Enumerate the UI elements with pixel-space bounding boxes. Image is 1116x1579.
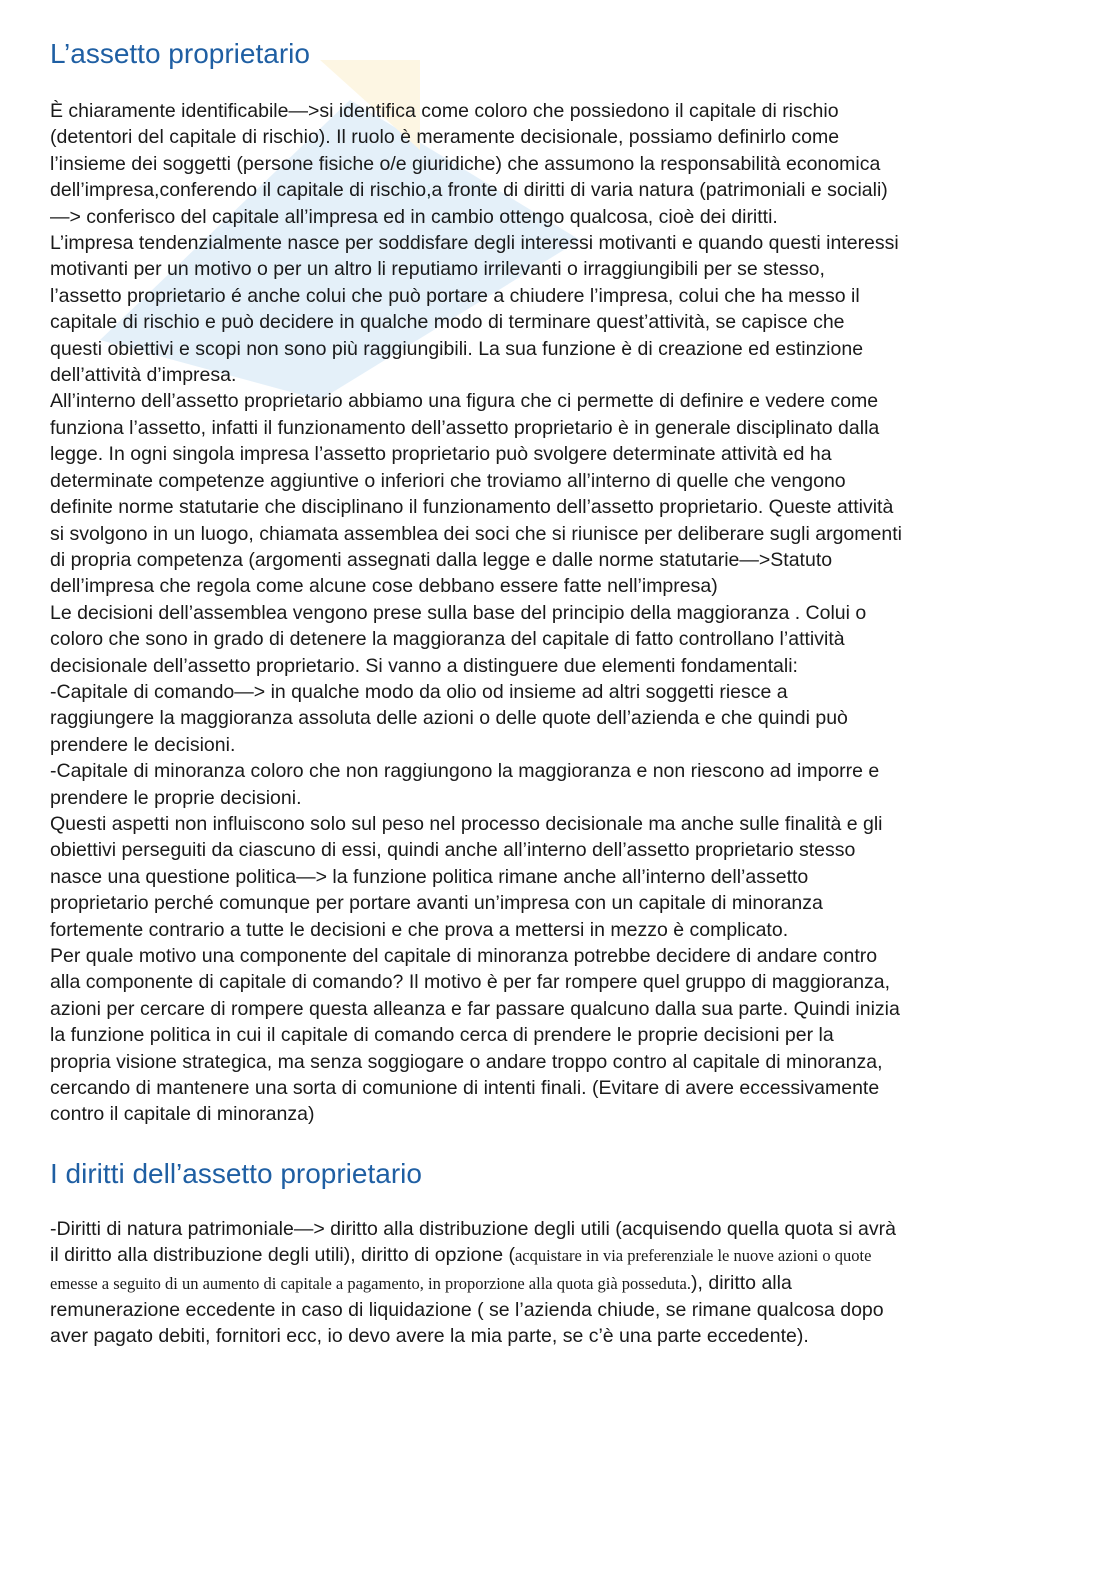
rights-text-start: -Diritti di natura patrimoniale—> diritto alla distribuzione degli utili (acquisendo quella quota si avrà il diritto alla distribuzione degli utili), diritto di opzione ( (50, 1217, 896, 1267)
section-body-diritti (50, 1216, 1050, 1350)
document-page (50, 34, 1050, 1350)
rights-text-end: ), diritto alla remunerazione eccedente in caso di liquidazione ( se l’azienda chiude, se rimane qualcosa dopo aver pagato debiti, fornitori ecc, io devo avere la mia parte, se c’è una parte eccedente). (50, 1271, 884, 1348)
option-right-definition: acquistare in via preferenziale le nuove azioni o quote emesse a seguito di un aumento di capitale a pagamento, in proporzione alla quota già posseduta. (50, 1246, 872, 1293)
section-title-assetto: L’assetto proprietario (50, 38, 310, 69)
section-title-diritti: I diritti dell’assetto proprietario (50, 1157, 422, 1189)
section-body-assetto: È chiaramente identificabile—>si identifica come coloro che possiedono il capitale di rischio (detentori del capitale di rischio). Il ruolo è meramente decisionale, possiamo definirlo come l’insieme dei soggetti (persone fisiche o/e giuridiche) che assumono la responsabilità economica dell’impresa,conferendo il capitale di rischio,a fronte di diritti di varia natura (patrimoniali e sociali) —> conferisco del capitale all’impresa ed in cambio ottengo qualcosa, cioè dei diritti. L’impresa tendenzialmente nasce per soddisfare degli interessi motivanti e quando questi interessi motivanti per un motivo o per un altro li reputiamo irrilevanti o irraggiungibili per se stesso, l’assetto proprietario é anche colui che può portare a chiudere l’impresa, colui che ha messo il capitale di rischio e può decidere in qualche modo di terminare quest’attività, se capisce che questi obiettivi e scopi non sono più raggiungibili. La sua funzione è di creazione ed estinzione dell’attività d’impresa. All’interno dell’assetto proprietario abbiamo una figura che ci permette di definire e vedere come funziona l’assetto, infatti il funzionamento dell’assetto proprietario è in generale disciplinato dalla legge. In ogni singola impresa l’assetto proprietario può svolgere determinate attività ed ha determinate competenze aggiuntive o inferiori che troviamo all’interno di quelle che vengono definite norme statutarie che disciplinano il funzionamento dell’assetto proprietario. Queste attività si svolgono in un luogo, chiamata assemblea dei soci che si riunisce per deliberare sugli argomenti di propria competenza (argomenti assegnati dalla legge e dalle norme statutarie—>Statuto dell’impresa che regola come alcune cose debbano essere fatte nell’impresa) Le decisioni dell’assemblea vengono prese sulla base del principio della maggioranza . Colui o coloro che sono in grado di detenere la maggioranza del capitale di fatto controllano l’attività decisionale dell’assetto proprietario. Si vanno a distinguere due elementi fondamentali: -Capitale di comando—> in qualche modo da olio od insieme ad altri soggetti riesce a raggiungere la maggioranza assoluta delle azioni o delle quote dell’azienda e che quindi può prendere le decisioni. -Capitale di minoranza coloro che non raggiungono la maggioranza e non riescono ad imporre e prendere le proprie decisioni. Questi aspetti non influiscono solo sul peso nel processo decisionale ma anche sulle finalità e gli obiettivi perseguiti da ciascuno di essi, quindi anche all’interno dell’assetto proprietario stesso nasce una questione politica—> la funzione politica rimane anche all’interno dell’assetto proprietario perché comunque per portare avanti un’impresa con un capitale di minoranza fortemente contrario a tutte le decisioni e che prova a mettersi in mezzo è complicato. Per quale motivo una componente del capitale di minoranza potrebbe decidere di andare contro alla componente di capitale di comando? Il motivo è per far rompere quel gruppo di maggioranza, azioni per cercare di rompere questa alleanza e far passare qualcuno dalla sua parte. Quindi inizia la funzione politica in cui il capitale di comando cerca di prendere le proprie decisioni per la propria visione strategica, ma senza soggiogare o andare troppo contro al capitale di minoranza, cercando di mantenere una sorta di comunione di intenti finali. (Evitare di avere eccessivamente contro il capitale di minoranza) (50, 100, 902, 1126)
